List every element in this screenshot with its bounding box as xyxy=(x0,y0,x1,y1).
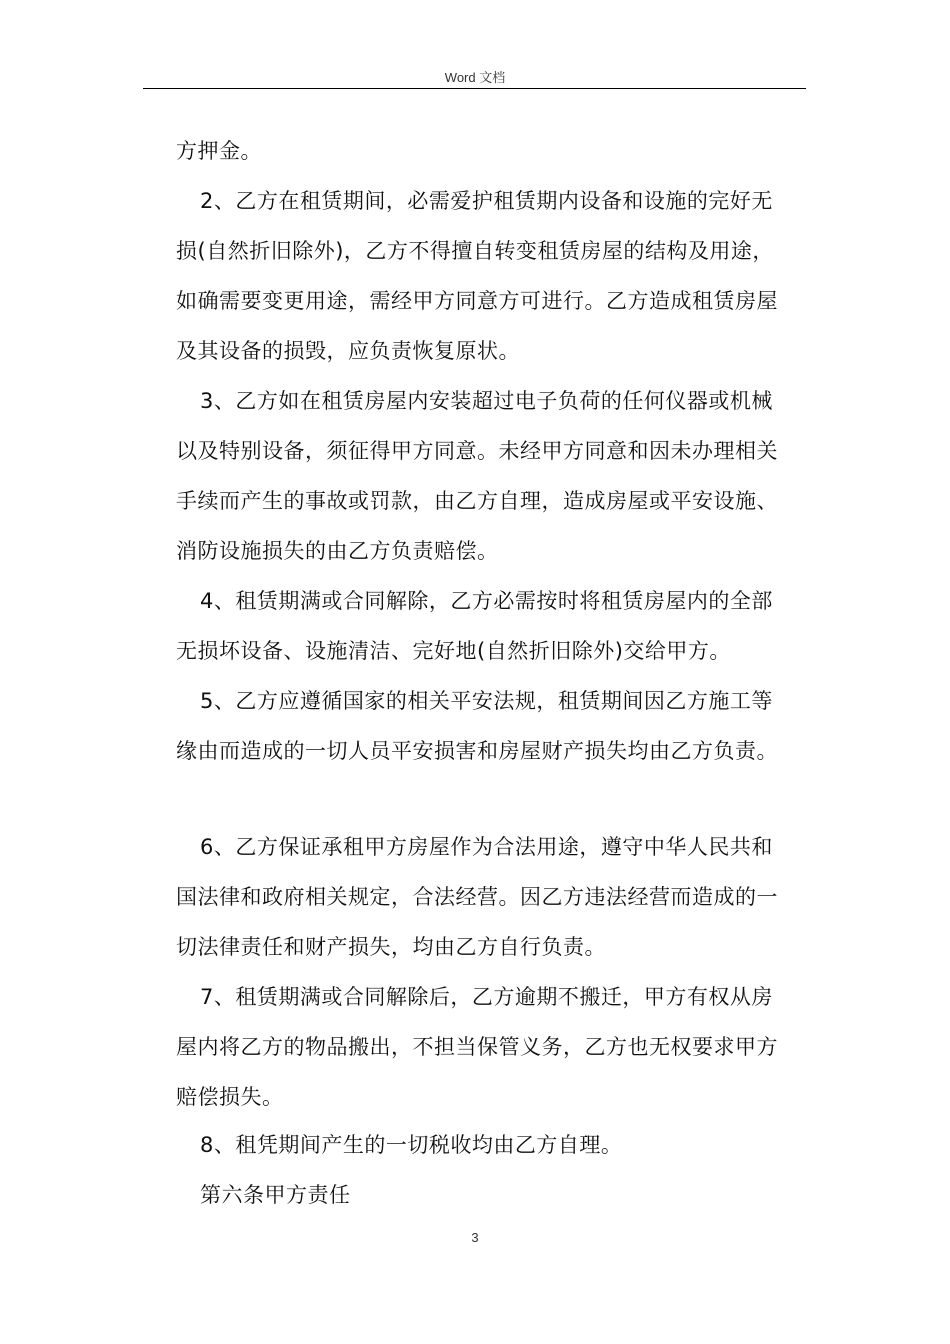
text-line: 3、乙方如在租赁房屋内安装超过电子负荷的任何仪器或机械 xyxy=(200,389,773,413)
text-line: 切法律责任和财产损失，均由乙方自行负责。 xyxy=(176,935,606,959)
text-line: 消防设施损失的由乙方负责赔偿。 xyxy=(176,539,499,563)
text-line: 手续而产生的事故或罚款，由乙方自理，造成房屋或平安设施、 xyxy=(176,489,778,513)
text-line: 8、租凭期间产生的一切税收均由乙方自理。 xyxy=(200,1133,623,1157)
text-line: 缘由而造成的一切人员平安损害和房屋财产损失均由乙方负责。 xyxy=(176,739,778,763)
text-line: 以及特别设备，须征得甲方同意。未经甲方同意和因未办理相关 xyxy=(176,439,778,463)
text-line: 损(自然折旧除外)，乙方不得擅自转变租赁房屋的结构及用途， xyxy=(176,239,774,263)
text-line: 无损坏设备、设施清洁、完好地(自然折旧除外)交给甲方。 xyxy=(176,639,731,663)
text-line: 4、租赁期满或合同解除，乙方必需按时将租赁房屋内的全部 xyxy=(200,589,773,613)
text-line: 5、乙方应遵循国家的相关平安法规，租赁期间因乙方施工等 xyxy=(200,689,773,713)
page-header: Word 文档 xyxy=(444,70,506,85)
page-number: 3 xyxy=(471,1230,479,1245)
text-line: 7、租赁期满或合同解除后，乙方逾期不搬迁，甲方有权从房 xyxy=(200,985,773,1009)
section-heading: 第六条甲方责任 xyxy=(200,1183,351,1207)
text-line: 屋内将乙方的物品搬出，不担当保管义务，乙方也无权要求甲方 xyxy=(176,1035,778,1059)
text-line: 6、乙方保证承租甲方房屋作为合法用途，遵守中华人民共和 xyxy=(200,835,773,859)
text-line: 及其设备的损毁，应负责恢复原状。 xyxy=(176,339,520,363)
text-line: 方押金。 xyxy=(176,139,262,163)
text-line: 如确需要变更用途，需经甲方同意方可进行。乙方造成租赁房屋 xyxy=(176,289,778,313)
header-divider xyxy=(143,88,806,89)
text-line: 国法律和政府相关规定，合法经营。因乙方违法经营而造成的一 xyxy=(176,885,778,909)
text-line: 赔偿损失。 xyxy=(176,1085,284,1109)
text-line: 2、乙方在租赁期间，必需爱护租赁期内设备和设施的完好无 xyxy=(200,189,773,213)
